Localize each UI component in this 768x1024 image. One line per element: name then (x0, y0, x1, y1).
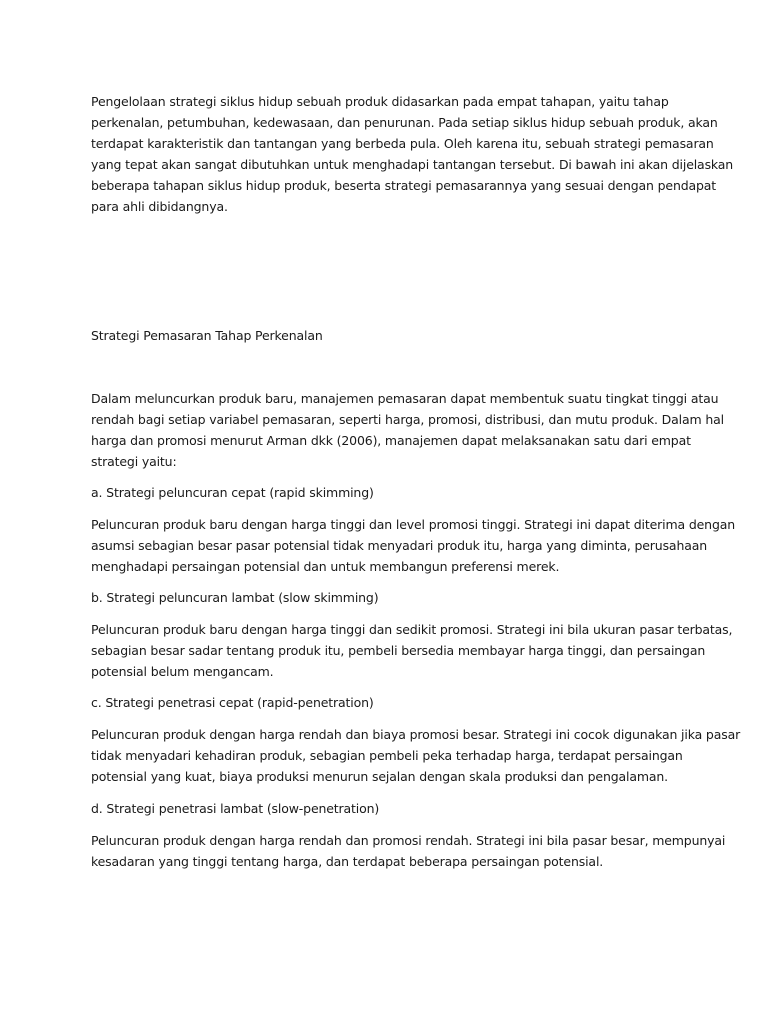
strategy-body-line: Peluncuran produk baru dengan harga tinggi dan sedikit promosi. Strategi ini bila ukuran pasar terbatas, (91, 622, 733, 637)
strategy-d-body (91, 830, 726, 872)
strategy-body-line: Peluncuran produk dengan harga rendah dan biaya promosi besar. Strategi ini cocok digunakan jika pasar (91, 727, 741, 742)
strategy-body-line: menghadapi persaingan potensial dan untuk membangun preferensi merek. (91, 559, 560, 574)
strategy-c-title: c. Strategi penetrasi cepat (rapid-penetration) (91, 695, 374, 710)
section-heading: Strategi Pemasaran Tahap Perkenalan (91, 328, 323, 343)
strategy-body-line: Peluncuran produk baru dengan harga tinggi dan level promosi tinggi. Strategi ini dapat diterima dengan (91, 517, 736, 532)
strategy-a-body (91, 514, 736, 577)
strategy-body-line: potensial belum mengancam. (91, 664, 274, 679)
strategy-body-line: tidak menyadari kehadiran produk, sebagian pembeli peka terhadap harga, terdapat persaingan (91, 748, 683, 763)
strategy-b-body (91, 619, 733, 682)
strategy-d-title: d. Strategi penetrasi lambat (slow-penetration) (91, 801, 380, 816)
section-intro-line: harga dan promosi menurut Arman dkk (2006), manajemen dapat melaksanakan satu dari empat (91, 433, 691, 448)
intro-line: yang tepat akan sangat dibutuhkan untuk menghadapi tantangan tersebut. Di bawah ini akan dijelaskan (91, 157, 734, 172)
intro-line: perkenalan, petumbuhan, kedewasaan, dan penurunan. Pada setiap siklus hidup sebuah produk, akan (91, 115, 718, 130)
intro-line: Pengelolaan strategi siklus hidup sebuah produk didasarkan pada empat tahapan, yaitu tahap (91, 94, 669, 109)
intro-line: para ahli dibidangnya. (91, 199, 228, 214)
strategy-body-line: Peluncuran produk dengan harga rendah dan promosi rendah. Strategi ini bila pasar besar, mempunyai (91, 833, 726, 848)
strategy-body-line: kesadaran yang tinggi tentang harga, dan terdapat beberapa persaingan potensial. (91, 854, 604, 869)
strategy-a-title: a. Strategi peluncuran cepat (rapid skimming) (91, 485, 374, 500)
intro-line: terdapat karakteristik dan tantangan yang berbeda pula. Oleh karena itu, sebuah strategi pemasaran (91, 136, 714, 151)
strategy-b-title: b. Strategi peluncuran lambat (slow skimming) (91, 590, 379, 605)
section-intro-line: Dalam meluncurkan produk baru, manajemen pemasaran dapat membentuk suatu tingkat tinggi atau (91, 391, 719, 406)
strategy-body-line: potensial yang kuat, biaya produksi menurun sejalan dengan skala produksi dan pengalaman. (91, 769, 668, 784)
section-intro-line: strategi yaitu: (91, 454, 177, 469)
section-intro-line: rendah bagi setiap variabel pemasaran, seperti harga, promosi, distribusi, dan mutu produk. Dalam hal (91, 412, 724, 427)
intro-line: beberapa tahapan siklus hidup produk, beserta strategi pemasarannya yang sesuai dengan pendapat (91, 178, 717, 193)
strategy-body-line: sebagian besar sadar tentang produk itu, pembeli bersedia membayar harga tinggi, dan persaingan (91, 643, 706, 658)
section-intro-paragraph (91, 388, 724, 472)
strategy-c-body (91, 724, 741, 787)
strategy-body-line: asumsi sebagian besar pasar potensial tidak menyadari produk itu, harga yang diminta, perusahaan (91, 538, 708, 553)
intro-paragraph (91, 91, 734, 217)
